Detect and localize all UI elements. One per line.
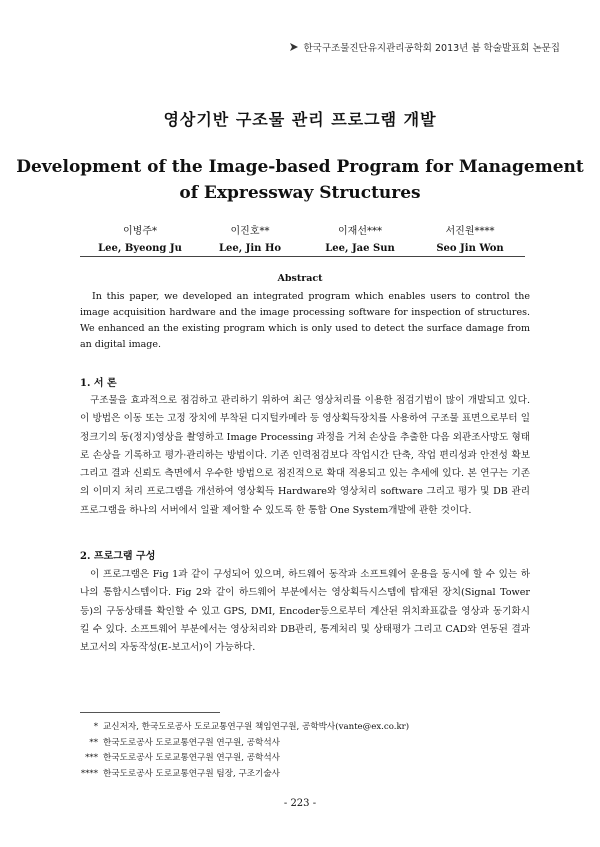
english-title <box>0 154 600 206</box>
author-list <box>90 222 520 254</box>
running-header <box>289 40 560 54</box>
footnote-mark: * <box>93 722 98 732</box>
author-name-en: Lee, Jin Ho <box>218 243 282 254</box>
section-1-body: 구조물을 효과적으로 점검하고 관리하기 위하여 최근 영상처리를 이용한 점검기법이 많이 개발되고 있다. 이 방법은 이동 또는 고정 장치에 부착된 디지털카메라 등 영상획득장치를 사용하여 구조물 표면으로부터 일정크기의 동(정지)영상을 촬영하고 Image Processing 과정을 거쳐 손상을 추출한 다음 외관조사망도 형태로 손상을 기록하고 평가·관리하는 방법이다. 기존 인력점검보다 작업시간 단축, 작업 편리성과 안전성 확보 그리고 결과 신뢰도 측면에서 우수한 방법으로 점진적으로 확대 적용되고 있는 추세에 있다. 본 연구는 기존의 이미지 처리 프로그램을 개선하여 영상획득 Hardware와 영상처리 software 그리고 평가 및 DB 관리 프로그램을 하나의 서버에서 일괄 제어할 수 있도록 한 통합 One System개발에 관한 것이다. <box>80 395 530 516</box>
english-title-line-2: of Expressway Structures <box>179 183 421 203</box>
footnote <box>80 720 530 736</box>
author-2 <box>200 222 300 254</box>
divider <box>80 256 525 257</box>
author-3 <box>310 222 410 254</box>
author-name-en: Seo Jin Won <box>436 243 504 254</box>
footnotes <box>80 720 530 782</box>
korean-title: 영상기반 구조물 관리 프로그램 개발 <box>163 110 437 129</box>
section-2-heading: 2. 프로그램 구성 <box>80 551 156 562</box>
footnote-text: 한국도로공사 도로교통연구원 연구원, 공학석사 <box>103 737 280 748</box>
footnote-text: 교신저자, 한국도로공사 도로교통연구원 책임연구원, 공학박사(vante@ex.co.kr) <box>103 722 410 732</box>
author-name-en: Lee, Byeong Ju <box>98 243 182 254</box>
author-1 <box>90 222 190 254</box>
footnote <box>80 767 530 783</box>
footnote-mark: **** <box>80 768 98 779</box>
author-name-ko: 이진호** <box>230 226 270 237</box>
author-name-ko: 이병주* <box>123 226 157 237</box>
footnote-mark: *** <box>85 753 98 763</box>
footnote-text: 한국도로공사 도로교통연구원 팀장, 구조기술사 <box>103 768 280 779</box>
footnote-mark: ** <box>89 737 98 748</box>
english-title-line-1: Development of the Image-based Program for Management <box>16 157 584 177</box>
page-number: - 223 - <box>283 798 317 809</box>
abstract-heading: Abstract <box>277 273 323 284</box>
arrow-bullet-icon <box>289 42 299 52</box>
section-2-body: 이 프로그램은 Fig 1과 같이 구성되어 있으며, 하드웨어 동작과 소프트웨어 운용을 동시에 할 수 있는 하나의 통합시스템이다. Fig 2와 같이 하드웨어 부분에서는 영상획득시스템에 탑재된 장치(Signal Tower 등)의 구동상태를 확인할 수 있고 GPS, DMI, Encoder등으로부터 계산된 위치좌표값을 영상과 동기화시킬 수 있다. 소프트웨어 부분에서는 영상처리와 DB관리, 통계처리 및 상태평가 그리고 CAD와 연동된 결과보고서의 자동작성(E-보고서)이 가능하다. <box>80 569 530 654</box>
header-text: 한국구조물진단유지관리공학회 2013년 봄 학술발표회 논문집 <box>303 43 560 54</box>
author-name-en: Lee, Jae Sun <box>325 243 395 254</box>
footnote-text: 한국도로공사 도로교통연구원 연구원, 공학석사 <box>103 753 280 763</box>
section-1-heading: 1. 서 론 <box>80 378 117 389</box>
author-name-ko: 이재선*** <box>338 226 382 237</box>
footnote-divider <box>80 712 220 713</box>
abstract-body: In this paper, we developed an integrated program which enables users to control the image acquisition hardware and the image processing software for inspection of structures. We enhanced an the existing program which is only used to detect the surface damage from an digital image. <box>80 291 530 350</box>
footnote <box>80 736 530 752</box>
author-name-ko: 서진원**** <box>445 226 495 237</box>
footnote <box>80 751 530 767</box>
author-4 <box>420 222 520 254</box>
